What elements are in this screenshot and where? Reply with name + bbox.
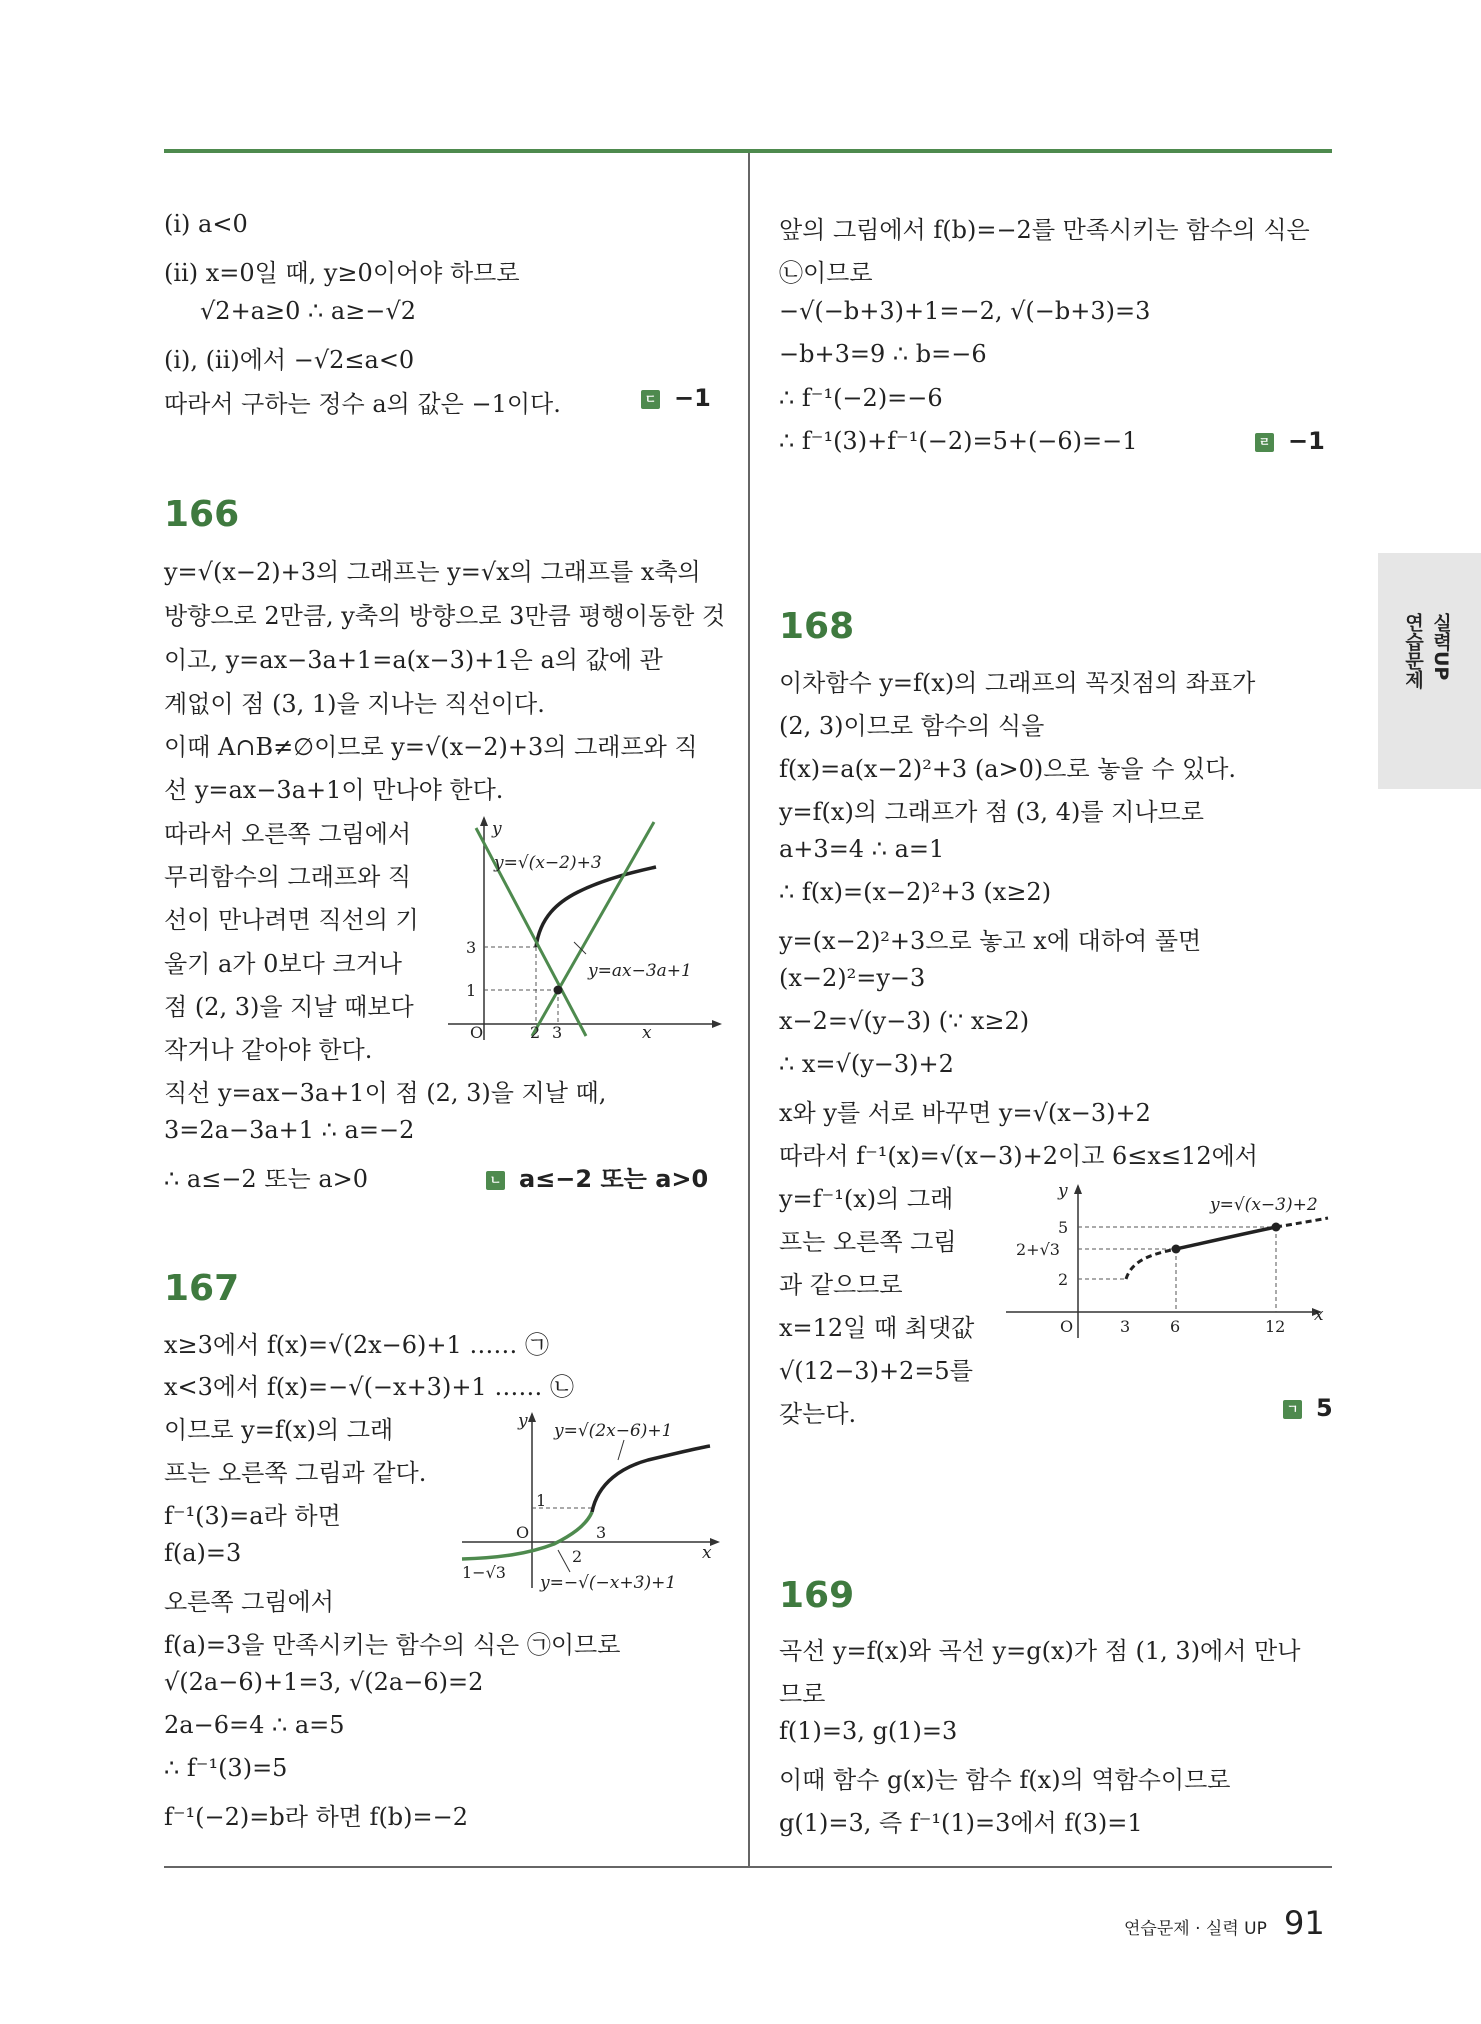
tick-label: 2+√3 bbox=[1016, 1240, 1060, 1259]
tick-label: 1 bbox=[466, 981, 477, 1000]
tick-label: 2 bbox=[572, 1547, 583, 1566]
graph-166 bbox=[448, 812, 728, 1042]
tick-label: 6 bbox=[1170, 1317, 1181, 1336]
text-line: ∴ x=√(y−3)+2 bbox=[779, 1050, 954, 1078]
text-line: y=f(x)의 그래프가 점 (3, 4)를 지나므로 bbox=[779, 798, 1204, 826]
lower-curve-label: y=−√(−x+3)+1 bbox=[540, 1573, 677, 1592]
tick-label: 3 bbox=[596, 1523, 607, 1542]
text-line: 점 (2, 3)을 지날 때보다 bbox=[164, 993, 414, 1021]
text-line: 앞의 그림에서 f(b)=−2를 만족시키는 함수의 식은 bbox=[779, 216, 1310, 244]
text-line: 이때 A∩B≠∅이므로 y=√(x−2)+3의 그래프와 직 bbox=[164, 733, 698, 761]
text-line: x≥3에서 f(x)=√(2x−6)+1 …… ㉠ bbox=[164, 1331, 550, 1359]
tick-label: 3 bbox=[1120, 1317, 1131, 1336]
text-line: −√(−b+3)+1=−2, √(−b+3)=3 bbox=[779, 297, 1151, 325]
text-line: x<3에서 f(x)=−√(−x+3)+1 …… ㉡ bbox=[164, 1373, 574, 1401]
tick-label: 3 bbox=[552, 1023, 563, 1042]
tick-label: 1−√3 bbox=[462, 1563, 506, 1582]
text-line: √2+a≥0 ∴ a≥−√2 bbox=[200, 297, 416, 325]
text-line: 과 같으므로 bbox=[779, 1271, 903, 1299]
graph-168 bbox=[1002, 1178, 1332, 1348]
text-line: f⁻¹(−2)=b라 하면 f(b)=−2 bbox=[164, 1803, 469, 1831]
x-axis-label: x bbox=[702, 1543, 712, 1563]
text-line: ∴ f(x)=(x−2)²+3 (x≥2) bbox=[779, 878, 1052, 906]
text-line: −b+3=9 ∴ b=−6 bbox=[779, 340, 987, 368]
answer-marker-icon: ㄷ bbox=[641, 390, 660, 409]
column-divider bbox=[748, 153, 750, 1867]
text-line: √(12−3)+2=5를 bbox=[779, 1357, 973, 1385]
text-line: 선이 만나려면 직선의 기 bbox=[164, 906, 419, 934]
text-line: (ⅰ), (ⅱ)에서 −√2≤a<0 bbox=[164, 346, 415, 374]
answer-marker-icon: ㄹ bbox=[1255, 433, 1274, 452]
x-axis-label: x bbox=[642, 1023, 652, 1042]
text-line: 갖는다. bbox=[779, 1400, 857, 1428]
footer-label: 연습문제 · 실력 UP bbox=[1124, 1919, 1267, 1939]
tick-label: 2 bbox=[530, 1023, 541, 1042]
text-line: 2a−6=4 ∴ a=5 bbox=[164, 1711, 345, 1739]
problem-number: 169 bbox=[779, 1575, 855, 1616]
curve-label: y=√(x−3)+2 bbox=[1210, 1195, 1318, 1215]
text-line: (2, 3)이므로 함수의 식을 bbox=[779, 712, 1045, 740]
tick-label: 5 bbox=[1058, 1218, 1069, 1237]
text-line: (ⅱ) x=0일 때, y≥0이어야 하므로 bbox=[164, 259, 520, 287]
text-line: y=√(x−2)+3의 그래프는 y=√x의 그래프를 x축의 bbox=[164, 558, 701, 586]
text-line: 이차함수 y=f(x)의 그래프의 꼭짓점의 좌표가 bbox=[779, 669, 1256, 697]
tick-label: 3 bbox=[466, 938, 477, 957]
side-tab-label: 연습문제 bbox=[1402, 613, 1424, 689]
text-line: (ⅰ) a<0 bbox=[164, 210, 248, 238]
x-axis-label: x bbox=[1314, 1305, 1324, 1325]
tick-label: 2 bbox=[1058, 1270, 1069, 1289]
text-line: 3=2a−3a+1 ∴ a=−2 bbox=[164, 1116, 415, 1144]
problem-number: 167 bbox=[164, 1268, 240, 1309]
problem-number: 168 bbox=[779, 606, 855, 647]
text-line: 직선 y=ax−3a+1이 점 (2, 3)을 지날 때, bbox=[164, 1079, 607, 1107]
text-line: √(2a−6)+1=3, √(2a−6)=2 bbox=[164, 1668, 484, 1696]
text-line: f(a)=3 bbox=[164, 1539, 242, 1567]
text-line: f⁻¹(3)=a라 하면 bbox=[164, 1502, 341, 1530]
text-line: ∴ f⁻¹(3)+f⁻¹(−2)=5+(−6)=−1 bbox=[779, 427, 1138, 455]
upper-curve-label: y=√(2x−6)+1 bbox=[554, 1421, 673, 1441]
text-line: 작거나 같아야 한다. bbox=[164, 1036, 373, 1064]
text-line: 이므로 y=f(x)의 그래 bbox=[164, 1416, 394, 1444]
text-line: 울기 a가 0보다 크거나 bbox=[164, 950, 402, 978]
problem-number: 166 bbox=[164, 494, 240, 535]
text-line: 따라서 구하는 정수 a의 값은 −1이다. bbox=[164, 390, 561, 418]
text-line: 오른쪽 그림에서 bbox=[164, 1588, 334, 1616]
text-line: (x−2)²=y−3 bbox=[779, 964, 926, 992]
text-line: ∴ a≤−2 또는 a>0 bbox=[164, 1165, 369, 1193]
text-line: x와 y를 서로 바꾸면 y=√(x−3)+2 bbox=[779, 1099, 1151, 1127]
bottom-rule bbox=[164, 1866, 1332, 1868]
text-line: ∴ f⁻¹(−2)=−6 bbox=[779, 384, 943, 412]
text-line: f(1)=3, g(1)=3 bbox=[779, 1717, 958, 1745]
text-line: 프는 오른쪽 그림과 같다. bbox=[164, 1459, 427, 1487]
tick-label: 1 bbox=[536, 1491, 547, 1510]
answer: ㄴ a≤−2 또는 a>0 bbox=[486, 1159, 708, 1194]
text-line: 이때 함수 g(x)는 함수 f(x)의 역함수이므로 bbox=[779, 1766, 1231, 1794]
text-line: 방향으로 2만큼, y축의 방향으로 3만큼 평행이동한 것 bbox=[164, 602, 726, 630]
y-axis-label: y bbox=[518, 1412, 528, 1431]
tick-label: O bbox=[1060, 1317, 1074, 1336]
answer-marker-icon: ㄴ bbox=[486, 1171, 505, 1190]
text-line: 따라서 오른쪽 그림에서 bbox=[164, 820, 412, 848]
text-line: x−2=√(y−3) (∵ x≥2) bbox=[779, 1007, 1030, 1035]
curve-label: y=√(x−2)+3 bbox=[494, 853, 602, 873]
text-line: y=f⁻¹(x)의 그래 bbox=[779, 1185, 954, 1213]
tick-label: O bbox=[470, 1023, 484, 1042]
text-line: 므로 bbox=[779, 1680, 826, 1708]
graph-167 bbox=[458, 1412, 728, 1592]
side-tab-label: 실력UP bbox=[1430, 613, 1452, 681]
answer: ㄷ −1 bbox=[641, 384, 711, 412]
text-line: ㉡이므로 bbox=[779, 259, 873, 287]
side-tab[interactable] bbox=[1378, 553, 1481, 789]
tick-label: O bbox=[516, 1523, 530, 1542]
text-line: a+3=4 ∴ a=1 bbox=[779, 835, 945, 863]
text-line: 곡선 y=f(x)와 곡선 y=g(x)가 점 (1, 3)에서 만나 bbox=[779, 1637, 1301, 1665]
page-number: 91 bbox=[1284, 1904, 1325, 1942]
y-axis-label: y bbox=[1058, 1181, 1068, 1201]
line-label: y=ax−3a+1 bbox=[588, 961, 692, 981]
text-line: y=(x−2)²+3으로 놓고 x에 대하여 풀면 bbox=[779, 927, 1202, 955]
text-line: 따라서 f⁻¹(x)=√(x−3)+2이고 6≤x≤12에서 bbox=[779, 1142, 1258, 1170]
text-line: 계없이 점 (3, 1)을 지나는 직선이다. bbox=[164, 690, 545, 718]
text-line: 이고, y=ax−3a+1=a(x−3)+1은 a의 값에 관 bbox=[164, 646, 663, 674]
answer: ㄱ 5 bbox=[1283, 1394, 1333, 1422]
text-line: 무리함수의 그래프와 직 bbox=[164, 863, 412, 891]
text-line: x=12일 때 최댓값 bbox=[779, 1314, 975, 1342]
text-line: 선 y=ax−3a+1이 만나야 한다. bbox=[164, 776, 504, 804]
text-line: g(1)=3, 즉 f⁻¹(1)=3에서 f(3)=1 bbox=[779, 1809, 1143, 1837]
text-line: f(a)=3을 만족시키는 함수의 식은 ㉠이므로 bbox=[164, 1631, 621, 1659]
text-line: 프는 오른쪽 그림 bbox=[779, 1228, 957, 1256]
text-line: f(x)=a(x−2)²+3 (a>0)으로 놓을 수 있다. bbox=[779, 755, 1237, 783]
y-axis-label: y bbox=[492, 819, 502, 839]
text-line: ∴ f⁻¹(3)=5 bbox=[164, 1754, 288, 1782]
answer: ㄹ −1 bbox=[1255, 427, 1325, 455]
answer-marker-icon: ㄱ bbox=[1283, 1400, 1302, 1419]
tick-label: 12 bbox=[1265, 1317, 1286, 1336]
